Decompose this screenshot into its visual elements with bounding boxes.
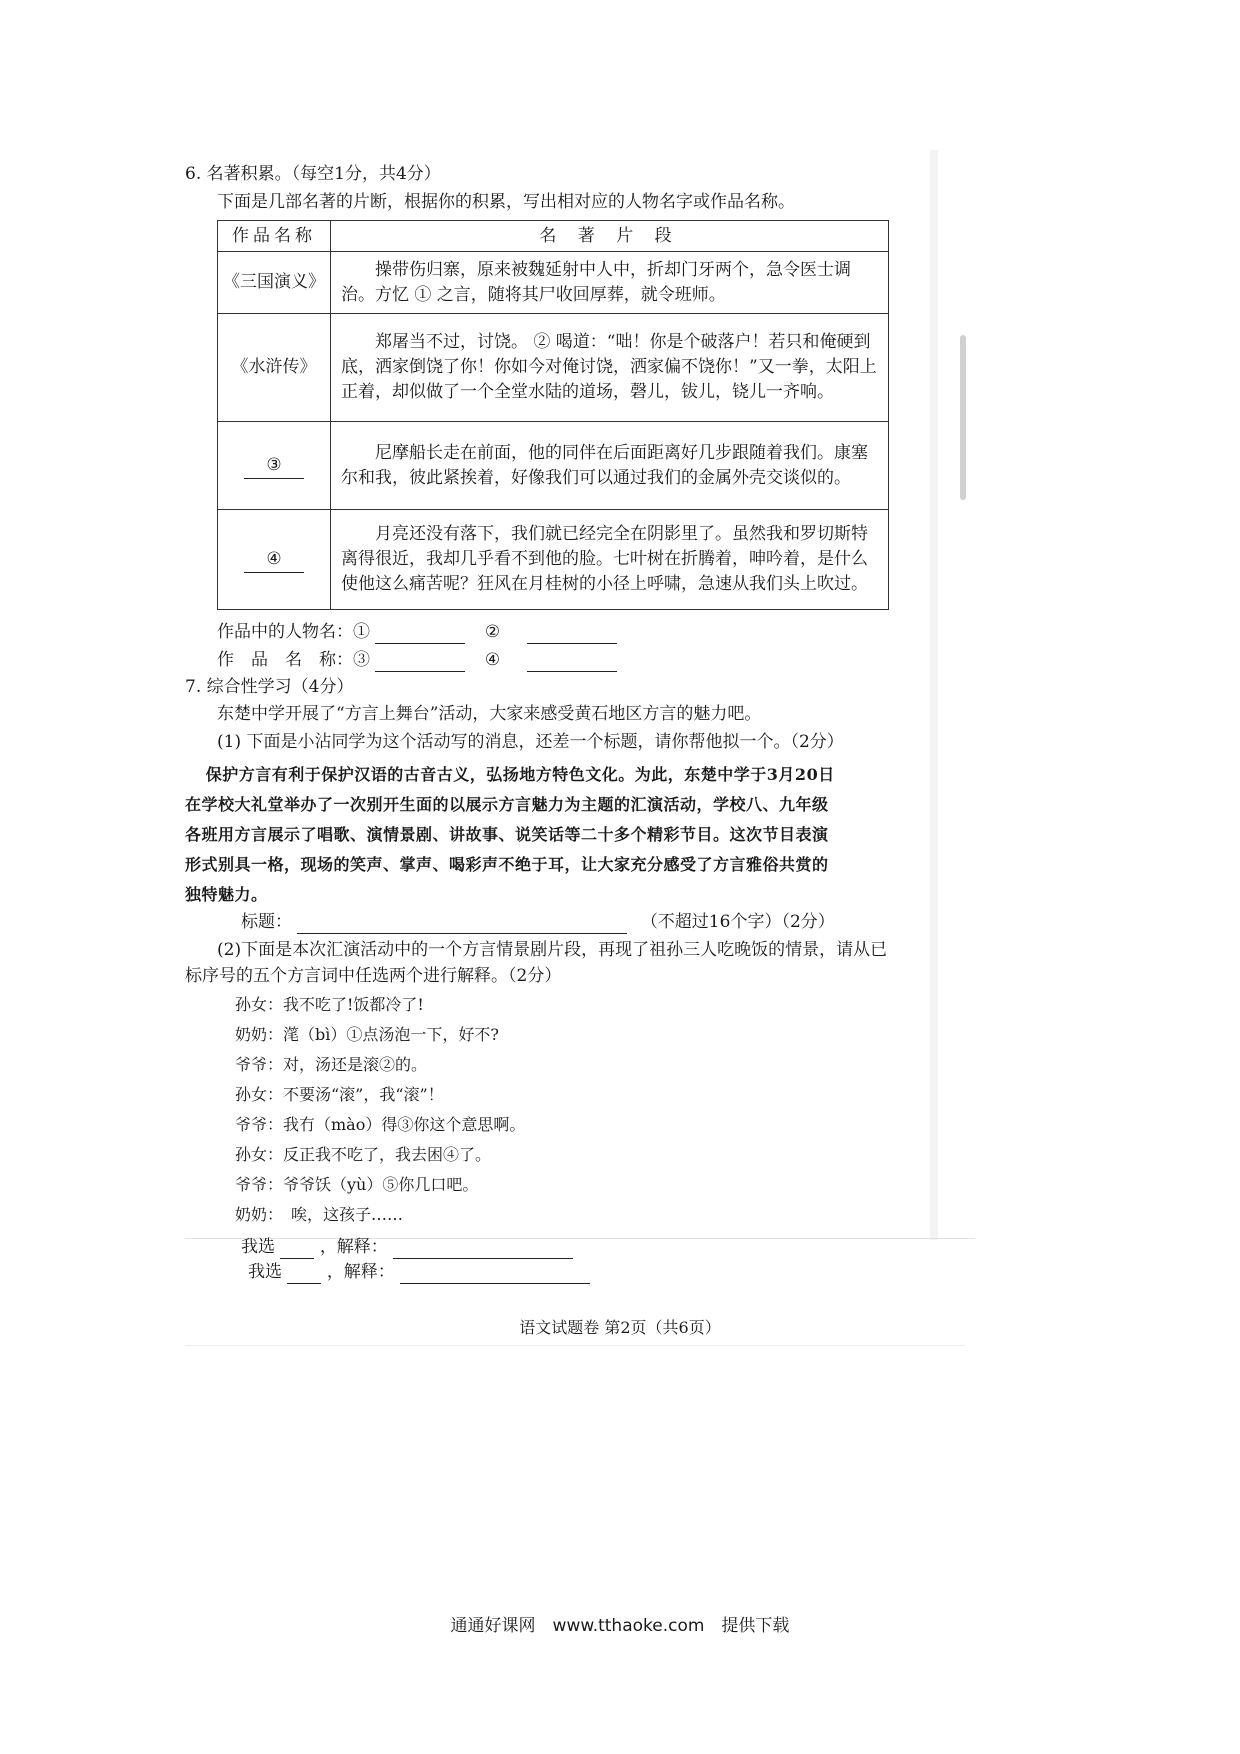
table-header-row bbox=[218, 221, 889, 252]
exam-sheet bbox=[185, 150, 965, 1257]
q7-sub2-line2: 标序号的五个方言词中任选两个进行解释。（2分） bbox=[185, 966, 562, 986]
dialog-line: 奶奶：滗（bì）①点汤泡一下，好不? bbox=[235, 1025, 499, 1044]
explain-blank-b[interactable] bbox=[400, 1265, 590, 1284]
fragment-nautilus: 尼摩船长走在前面，他的同伴在后面距离好几步跟随着我们。康塞尔和我，彼此紧挨着，好像我们可以通过我们的金属外壳交谈似的。 bbox=[331, 422, 889, 510]
choose-label-a: 我选 bbox=[241, 1237, 275, 1257]
answer-blank-4[interactable] bbox=[527, 653, 617, 672]
explain-blank-a[interactable] bbox=[393, 1240, 573, 1259]
work-name-sanguo: 《三国演义》 bbox=[218, 252, 331, 314]
page-footer-rule bbox=[185, 1345, 965, 1346]
header-work-name: 作品名称 bbox=[218, 221, 331, 252]
title-hint: （不超过16个字）（2分） bbox=[640, 912, 835, 932]
dialog-line: 孙女：不要汤“滚”，我“滚”！ bbox=[235, 1085, 444, 1104]
news-line: 保护方言有利于保护汉语的古音古义，弘扬地方特色文化。为此，东楚中学于3月20日 bbox=[205, 765, 835, 784]
dialog-line: 奶奶： 唉，这孩子…… bbox=[235, 1205, 404, 1224]
choose-label-b: 我选 bbox=[248, 1262, 282, 1282]
dialog-line: 爷爷：爷爷饫（yù）⑤你几口吧。 bbox=[235, 1175, 479, 1194]
choose-line-a bbox=[241, 1235, 573, 1259]
header-fragment: 名 著 片 段 bbox=[331, 221, 889, 252]
table-row bbox=[218, 314, 889, 422]
works-table bbox=[217, 220, 889, 610]
answer-people-line bbox=[217, 620, 617, 644]
choose-blank-b[interactable] bbox=[287, 1265, 321, 1284]
table-row bbox=[218, 510, 889, 610]
q7-title: 7. 综合性学习（4分） bbox=[185, 677, 354, 697]
answer-works-label: 作 品 名 称：③ bbox=[217, 650, 370, 670]
news-line: 各班用方言展示了唱歌、演情景剧、讲故事、说笑话等二十多个精彩节目。这次节目表演 bbox=[185, 825, 829, 844]
answer-blank-1[interactable] bbox=[375, 625, 465, 644]
work-name-blank-4[interactable]: ④ bbox=[218, 510, 331, 610]
answer-works-4: ④ bbox=[484, 650, 501, 670]
work-name-blank-3[interactable]: ③ bbox=[218, 422, 331, 510]
news-line: 在学校大礼堂举办了一次别开生面的以展示方言魅力为主题的汇演活动，学校八、九年级 bbox=[185, 795, 829, 814]
title-answer-blank[interactable] bbox=[297, 915, 627, 934]
dialect-dialog bbox=[235, 990, 525, 1230]
choose-line-b bbox=[248, 1260, 590, 1284]
dialog-line: 爷爷：对，汤还是滚②的。 bbox=[235, 1055, 428, 1074]
answer-people-label: 作品中的人物名：① bbox=[217, 622, 370, 642]
title-answer-line bbox=[241, 910, 835, 934]
news-passage bbox=[185, 760, 925, 910]
dialog-line: 孙女：我不吃了!饭都冷了! bbox=[235, 995, 424, 1014]
q7-sub2-line1: (2)下面是本次汇演活动中的一个方言情景剧片段，再现了祖孙三人吃晚饭的情景，请从已 bbox=[217, 940, 888, 960]
explain-label-b: ，解释： bbox=[326, 1262, 395, 1282]
answer-works-line bbox=[217, 648, 617, 672]
q6-title: 6. 名著积累。（每空1分，共4分） bbox=[185, 164, 441, 184]
explain-label-a: ，解释： bbox=[319, 1237, 388, 1257]
fragment-janeeyre: 月亮还没有落下，我们就已经完全在阴影里了。虽然我和罗切斯特离得很近，我却几乎看不到他的脸。七叶树在折腾着，呻吟着，是什么使他这么痛苦呢？狂风在月桂树的小径上呼啸，急速从我们头上吹过。 bbox=[331, 510, 889, 610]
q6-instruction: 下面是几部名著的片断，根据你的积累，写出相对应的人物名字或作品名称。 bbox=[217, 192, 795, 212]
q7-sub1: (1) 下面是小沾同学为这个活动写的消息，还差一个标题，请你帮他拟一个。（2分） bbox=[217, 732, 844, 752]
page-footer: 语文试题卷 第2页（共6页） bbox=[519, 1318, 721, 1337]
news-line: 独特魅力。 bbox=[185, 885, 268, 904]
answer-people-2: ② bbox=[484, 622, 501, 642]
dialog-line: 孙女：反正我不吃了，我去困④了。 bbox=[235, 1145, 492, 1164]
work-name-shuihu: 《水浒传》 bbox=[218, 314, 331, 422]
table-row bbox=[218, 422, 889, 510]
news-line: 形式别具一格，现场的笑声、掌声、喝彩声不绝于耳，让大家充分感受了方言雅俗共赏的 bbox=[185, 855, 829, 874]
table-row bbox=[218, 252, 889, 314]
answer-blank-2[interactable] bbox=[527, 625, 617, 644]
q7-intro: 东楚中学开展了“方言上舞台”活动，大家来感受黄石地区方言的魅力吧。 bbox=[217, 704, 762, 724]
fragment-shuihu: 郑屠当不过，讨饶。 ② 喝道：“咄！你是个破落户！若只和俺硬到底，洒家倒饶了你！你如今对俺讨饶，洒家偏不饶你！”又一拳，太阳上正着，却似做了一个全堂水陆的道场，磬儿，钹儿，铙儿一齐响。 bbox=[331, 314, 889, 422]
site-footer: 通通好课网 www.tthaoke.com 提供下载 bbox=[450, 1616, 790, 1636]
choose-blank-a[interactable] bbox=[280, 1240, 314, 1259]
dialog-line: 爷爷：我冇（mào）得③你这个意思啊。 bbox=[235, 1115, 526, 1134]
fragment-sanguo: 操带伤归寨，原来被魏延射中人中，折却门牙两个，急令医士调治。方忆 ① 之言，随将其尸收回厚葬，就令班师。 bbox=[331, 252, 889, 314]
title-label: 标题： bbox=[241, 912, 292, 932]
answer-blank-3[interactable] bbox=[375, 653, 465, 672]
